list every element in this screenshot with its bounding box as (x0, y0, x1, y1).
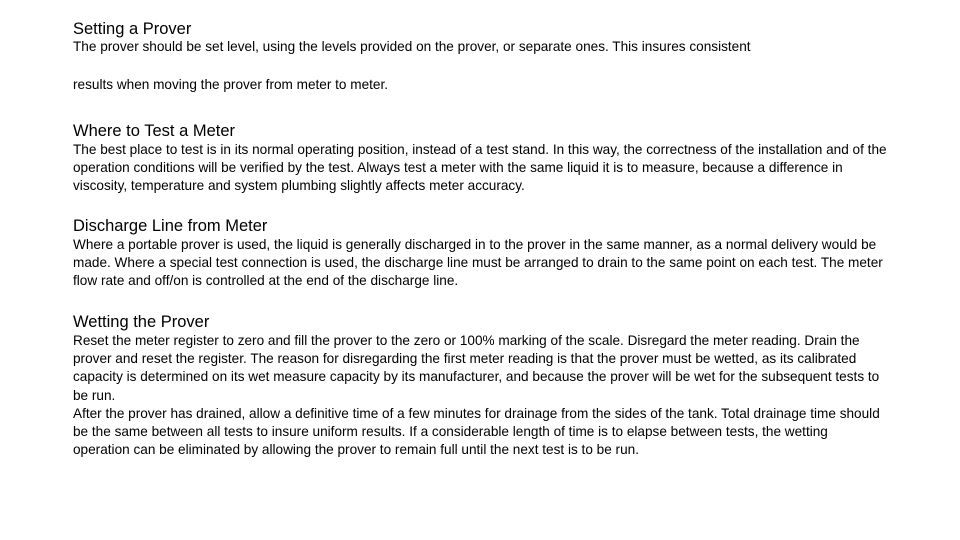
section-setting-a-prover (73, 19, 888, 94)
section-wetting-the-prover (73, 312, 888, 459)
section-discharge-line (73, 216, 888, 291)
section-where-to-test (73, 121, 888, 196)
section-body: The best place to test is in its normal operating position, instead of a test stand. In this way, the correctness of the installation and of the operation conditions will be verified by the test. Always test a meter with the same liquid it is to measure, because a difference in viscosity, temperature and system plumbing slightly affects meter accuracy. (73, 142, 887, 194)
section-paragraph-2: After the prover has drained, allow a definitive time of a few minutes for drainage from the sides of the tank. Total drainage time should be the same between all tests to insure uniform results. If a considerable length of time is to elapse between tests, the wetting operation can be eliminated by allowing the prover to remain full until the next test is to be run. (73, 405, 880, 458)
section-heading: Discharge Line from Meter (73, 217, 268, 235)
section-text-line-2: results when moving the prover from meter to meter. (73, 77, 389, 93)
section-heading: Where to Test a Meter (73, 122, 236, 140)
section-heading: Wetting the Prover (73, 313, 210, 331)
section-heading: Setting a Prover (73, 20, 192, 38)
section-paragraph-1: Reset the meter register to zero and fill the prover to the zero or 100% marking of the scale. Disregard the meter reading. Drain the prover and reset the register. The reason for disregarding the first meter reading is that the prover must be wetted, as its calibrated capacity is determined on its wet measure capacity by its manufacturer, and because the prover will be wet for the subsequent tests to be run. (73, 333, 880, 403)
section-body: Where a portable prover is used, the liquid is generally discharged in to the prover in the same manner, as a normal delivery would be made. Where a special test connection is used, the discharge line must be arranged to drain to the same point on each test. The meter flow rate and off/on is controlled at the end of the discharge line. (73, 237, 883, 289)
section-text-line-1: The prover should be set level, using the levels provided on the prover, or separate ones. This insures consistent (73, 39, 751, 54)
